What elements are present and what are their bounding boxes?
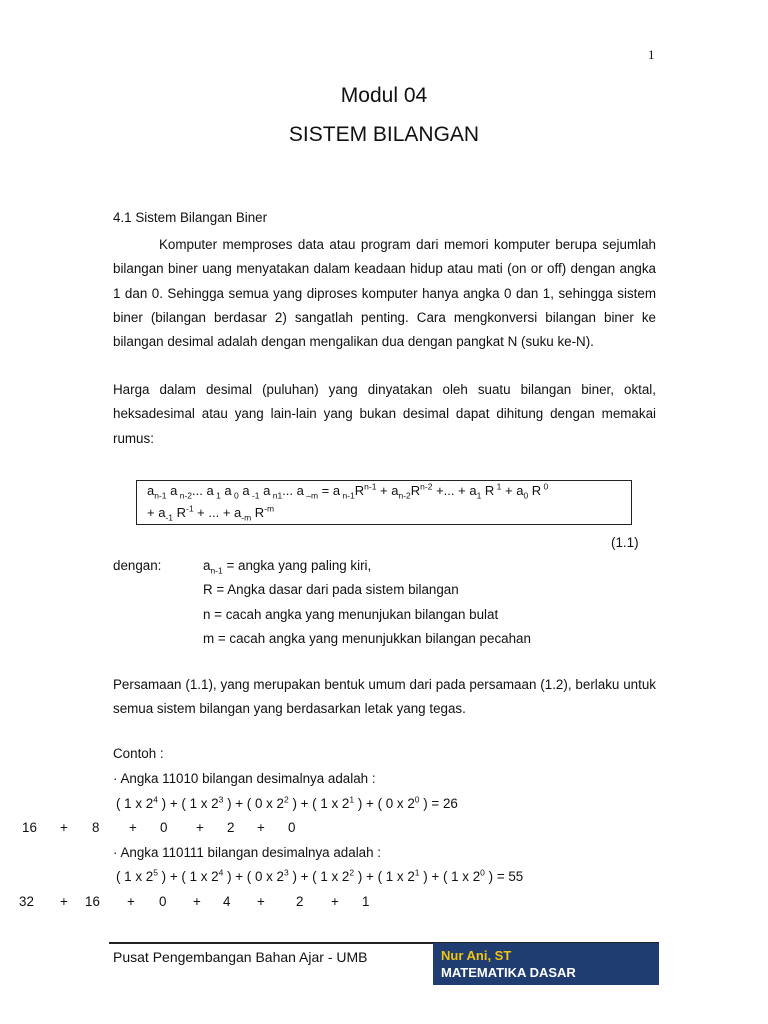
- page-number: 1: [648, 47, 655, 62]
- equation-number: (1.1): [611, 535, 639, 550]
- definition-an-1: $a_{n-1}$ = angka yang paling kiri,: [203, 558, 372, 576]
- module-subtitle: SISTEM BILANGAN: [288, 123, 480, 146]
- sum-term: 2: [227, 820, 235, 835]
- footer-author: Nur Ani, ST: [441, 948, 512, 963]
- paragraph-formula-intro: Harga dalam desimal (puluhan) yang dinyatakan oleh suatu bilangan biner, oktal, heksadesimal atau yang lain-lain yang bukan desimal dapat dihitung dengan memakai rumus:: [113, 382, 656, 446]
- footer-publisher: Pusat Pengembangan Bahan Ajar - UMB: [113, 949, 368, 965]
- sum-term: 0: [288, 820, 296, 835]
- contoh-label: Contoh :: [113, 746, 164, 761]
- example1-expression: ( 1 x $2^4$ ) + ( 1 x $2^3$ ) + ( 0 x $2^2$ ) + ( 1 x $2^1$ ) + ( 0 x $2^0$ ) = 26: [116, 794, 458, 811]
- sum-operator: +: [257, 894, 265, 909]
- paragraph-intro: Komputer memproses data atau program dari memori komputer berupa sejumlah bilangan biner uang menyatakan dalam keadaan hidup atau mati (on or off) dengan angka 1 dan 0. Sehingga semua yang diproses komputer hanya angka 0 dan 1, sehingga sistem biner (bilangan berdasar 2) sangatlah penting. Cara mengkonversi bilangan biner ke bilangan desimal adalah dengan mengalikan dua dengan pangkat N (suku ke-N).: [113, 237, 656, 350]
- formula-box: [136, 480, 632, 525]
- sum-operator: +: [60, 894, 68, 909]
- definition-n: n = cacah angka yang menunjukan bilangan bulat: [203, 607, 499, 622]
- sum-operator: +: [193, 894, 201, 909]
- formula-line-2: + $a_{-1}$ $R^{-1}$ + ... + $a_{-m}$ $R^{-m}$: [147, 503, 275, 523]
- sum-operator: +: [129, 820, 137, 835]
- sum-term: 32: [19, 894, 34, 909]
- example2-title: · Angka 110111 bilangan desimalnya adalah :: [113, 845, 382, 860]
- sum-operator: +: [60, 820, 68, 835]
- footer-course: MATEMATIKA DASAR: [441, 965, 576, 980]
- sum-term: 2: [296, 894, 304, 909]
- sum-operator: +: [257, 820, 265, 835]
- example2-expression: ( 1 x $2^5$ ) + ( 1 x $2^4$ ) + ( 0 x $2^3$ ) + ( 1 x $2^2$ ) + ( 1 x $2^1$ ) + ( 1 x $2^0$ ) = 55: [116, 867, 524, 884]
- formula-line-1: $a_{n-1}$ a $_{n-2}$... a $_1$ a $_0$ a $_{-1}$ a $_{n1}$... a $_{-m}$ = a $_{n-1}R^{n-1} + a_{n-2}R^{n-2}$ +... + $a_1$ R $^1 + a_0$ R $^0$: [147, 481, 549, 501]
- sum-term: 16: [22, 820, 37, 835]
- sum-operator: +: [196, 820, 204, 835]
- section-heading: 4.1 Sistem Bilangan Biner: [113, 210, 268, 225]
- sum-term: 1: [362, 894, 370, 909]
- definition-r: R = Angka dasar dari pada sistem bilangan: [203, 582, 459, 597]
- sum-term: 16: [85, 894, 100, 909]
- paragraph-persamaan: Persamaan (1.1), yang merupakan bentuk umum dari pada persamaan (1.2), berlaku untuk semua sistem bilangan yang berdasarkan letak yang tegas.: [113, 677, 656, 717]
- dengan-label: dengan:: [113, 558, 162, 573]
- definition-m: m = cacah angka yang menunjukkan bilangan pecahan: [203, 631, 531, 646]
- sum-term: 8: [92, 820, 100, 835]
- sum-term: 4: [223, 894, 231, 909]
- sum-term: 0: [159, 894, 167, 909]
- example1-title: · Angka 11010 bilangan desimalnya adalah :: [113, 771, 376, 786]
- sum-term: 0: [160, 820, 168, 835]
- sum-operator: +: [127, 894, 135, 909]
- sum-operator: +: [331, 894, 339, 909]
- module-title: Modul 04: [340, 84, 428, 107]
